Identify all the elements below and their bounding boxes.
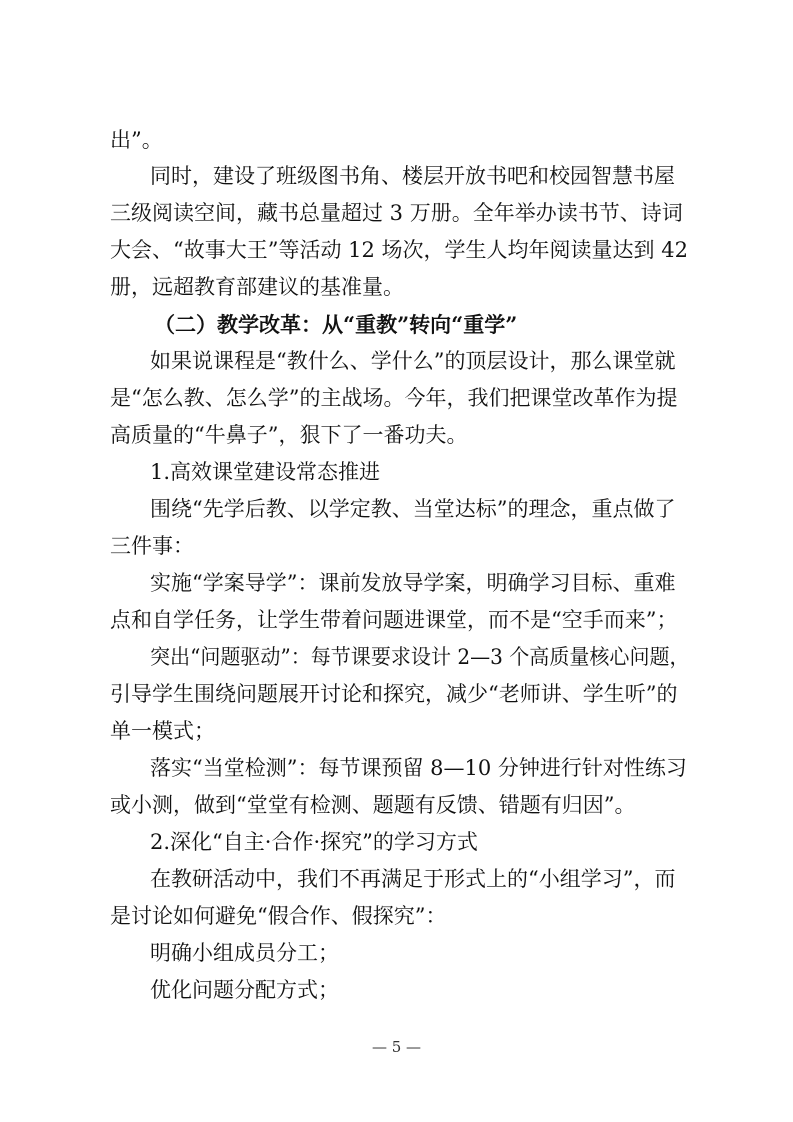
paragraph-line: 同时，建设了班级图书角、楼层开放书吧和校园智慧书屋 xyxy=(150,164,675,188)
subsection-heading: 2.深化“自主·合作·探究”的学习方式 xyxy=(150,830,478,854)
paragraph-line: 点和自学任务，让学生带着问题进课堂，而不是“空手而来”； xyxy=(110,608,678,632)
paragraph-line: 实施“学案导学”：课前发放导学案，明确学习目标、重难 xyxy=(150,571,676,595)
paragraph-line: 明确小组成员分工； xyxy=(150,941,339,965)
paragraph-line: 引导学生围绕问题展开讨论和探究，减少“老师讲、学生听”的 xyxy=(110,682,678,706)
page-number: — 5 — xyxy=(371,1038,422,1056)
paragraph-line: 突出“问题驱动”：每节课要求设计 2—3 个高质量核心问题， xyxy=(150,645,690,669)
paragraph-line: 单一模式； xyxy=(110,719,215,743)
paragraph-line: 大会、“故事大王”等活动 12 场次，学生人均年阅读量达到 42 xyxy=(110,238,688,262)
paragraph-line: 在教研活动中，我们不再满足于形式上的“小组学习”，而 xyxy=(150,867,676,891)
paragraph-line: 三级阅读空间，藏书总量超过 3 万册。全年举办读书节、诗词 xyxy=(110,201,683,225)
paragraph-line: 三件事： xyxy=(110,534,194,558)
paragraph-line: 围绕“先学后教、以学定教、当堂达标”的理念，重点做了 xyxy=(150,497,676,521)
section-heading: （二）教学改革：从“重教”转向“重学” xyxy=(154,312,518,337)
paragraph-line: 册，远超教育部建议的基准量。 xyxy=(110,275,404,299)
paragraph-line: 是“怎么教、怎么学”的主战场。今年，我们把课堂改革作为提 xyxy=(110,386,678,410)
paragraph-line: 如果说课程是“教什么、学什么”的顶层设计，那么课堂就 xyxy=(150,349,676,373)
paragraph-line: 落实“当堂检测”：每节课预留 8—10 分钟进行针对性练习 xyxy=(150,756,687,780)
paragraph-line: 是讨论如何避免“假合作、假探究”： xyxy=(110,904,447,928)
subsection-heading: 1.高效课堂建设常态推进 xyxy=(150,460,381,484)
paragraph-line: 出”。 xyxy=(110,128,163,152)
paragraph-line: 或小测，做到“堂堂有检测、题题有反馈、错题有归因”。 xyxy=(110,793,636,817)
paragraph-line: 优化问题分配方式； xyxy=(150,978,339,1002)
paragraph-line: 高质量的“牛鼻子”，狠下了一番功夫。 xyxy=(110,423,468,447)
